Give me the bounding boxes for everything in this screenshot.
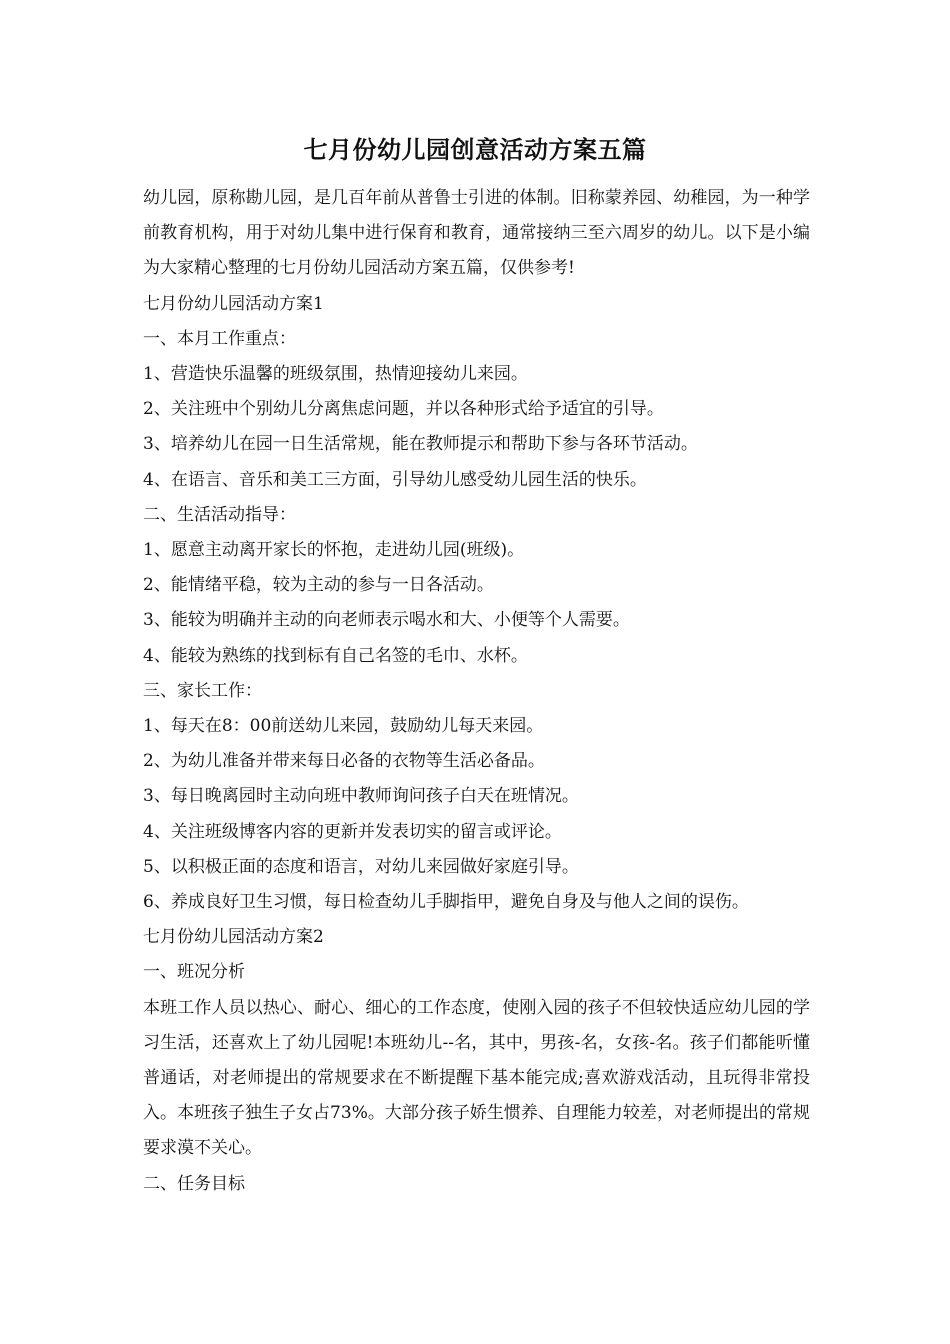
plan1-section3-heading: 三、家长工作： <box>143 680 262 701</box>
list-item: 3、培养幼儿在园一日生活常规，能在教师提示和帮助下参与各环节活动。 <box>143 434 698 455</box>
list-item: 4、在语言、音乐和美工三方面，引导幼儿感受幼儿园生活的快乐。 <box>143 469 647 490</box>
intro-paragraph: 幼儿园，原称勘儿园，是几百年前从普鲁士引进的体制。旧称蒙养园、幼稚园，为一种学前教育机构，用于对幼儿集中进行保育和教育，通常接纳三至六周岁的幼儿。以下是小编为大家精心整理的七月份幼儿园活动方案五篇，仅供参考! <box>143 188 810 279</box>
plan2-section1-heading: 一、班况分析 <box>143 962 245 983</box>
plan2-section2-heading: 二、任务目标 <box>143 1173 245 1194</box>
plan1-section1-heading: 一、本月工作重点： <box>143 328 296 349</box>
list-item: 1、营造快乐温馨的班级氛围，热情迎接幼儿来园。 <box>143 364 528 385</box>
plan2-heading: 七月份幼儿园活动方案2 <box>143 927 324 948</box>
plan2-section1-paragraph: 本班工作人员以热心、耐心、细心的工作态度，使刚入园的孩子不但较快适应幼儿园的学习生活，还喜欢上了幼儿园呢!本班幼儿--名，其中，男孩-名，女孩-名。孩子们都能听懂普通话，对老师提出的常规要求在不断提醒下基本能完成;喜欢游戏活动，且玩得非常投入。本班孩子独生子女占73%。大部分孩子娇生惯养、自理能力较差，对老师提出的常规要求漠不关心。 <box>143 997 810 1159</box>
plan1-section2-heading: 二、生活活动指导： <box>143 504 296 525</box>
document-title: 七月份幼儿园创意活动方案五篇 <box>303 135 647 164</box>
list-item: 6、养成良好卫生习惯，每日检查幼儿手脚指甲，避免自身及与他人之间的误伤。 <box>143 892 749 913</box>
document-body <box>143 181 810 1202</box>
list-item: 1、愿意主动离开家长的怀抱，走进幼儿园(班级)。 <box>143 540 525 561</box>
list-item: 3、能较为明确并主动的向老师表示喝水和大、小便等个人需要。 <box>143 610 630 631</box>
list-item: 2、能情绪平稳，较为主动的参与一日各活动。 <box>143 575 494 596</box>
list-item: 2、关注班中个别幼儿分离焦虑问题，并以各种形式给予适宜的引导。 <box>143 399 664 420</box>
list-item: 1、每天在8：00前送幼儿来园，鼓励幼儿每天来园。 <box>143 716 544 737</box>
list-item: 2、为幼儿准备并带来每日必备的衣物等生活必备品。 <box>143 751 545 772</box>
list-item: 4、能较为熟练的找到标有自己名签的毛巾、水杯。 <box>143 645 528 666</box>
list-item: 5、以积极正面的态度和语言，对幼儿来园做好家庭引导。 <box>143 856 579 877</box>
list-item: 3、每日晚离园时主动向班中教师询问孩子白天在班情况。 <box>143 786 579 807</box>
plan1-heading: 七月份幼儿园活动方案1 <box>143 293 324 314</box>
list-item: 4、关注班级博客内容的更新并发表切实的留言或评论。 <box>143 821 562 842</box>
